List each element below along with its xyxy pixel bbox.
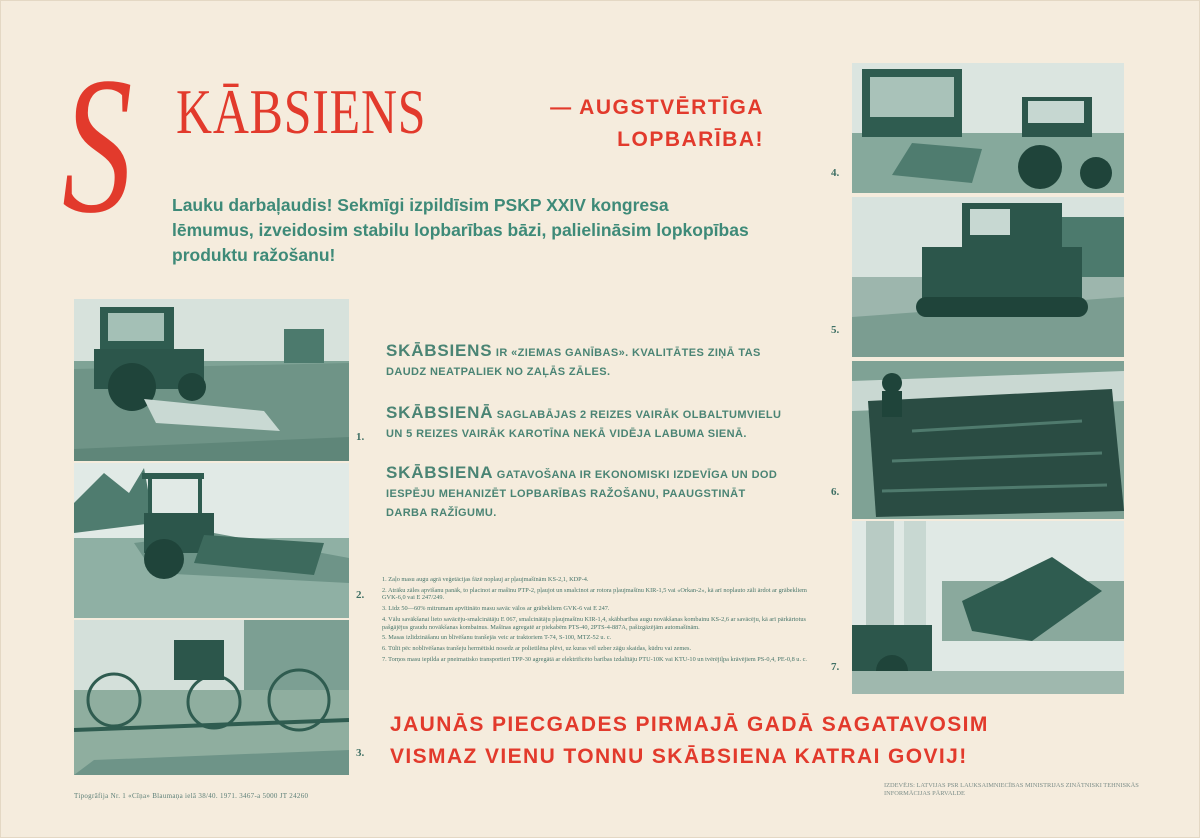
photo-dump-trailer-tower xyxy=(852,521,1124,694)
note-item: 6. Tūlīt pēc noblīvēšanas tranšeju hermētiski nosedz ar polietilēna plēvi, uz kuras vēl uzber zāģu skaidas, kūdru vai zemes. xyxy=(382,645,692,653)
technology-notes xyxy=(382,576,822,667)
statement-economy xyxy=(386,463,786,523)
note-item: 1. Zaļo masu augu agrā veģetācijas fāzē noplauj ar pļaujmašīnām KS-2,1, KDP-4. xyxy=(382,576,589,583)
statement-2-head: SKĀBSIENĀ xyxy=(386,403,494,422)
photo-crawler-tractor xyxy=(852,197,1124,357)
photo-windrower xyxy=(74,463,349,618)
statement-protein xyxy=(386,403,786,444)
note-item: 2. Atrāku zāles apvīšanu panāk, to placinot ar mašīnu PTP-2, pļaujot un smalcinot ar rotora pļaujmašīnu KIR-1,5 vai «Orkan-2», kā arī noplauto zāli ārdot ar grābekliem GVK-6,0 vai E 247/249. xyxy=(382,586,807,602)
statement-winter-pasture xyxy=(386,341,786,382)
subtitle-line-2: LOPBARĪBA! xyxy=(617,128,764,151)
subtitle xyxy=(514,92,764,156)
figure-number-3: 3. xyxy=(356,747,365,759)
photo-silage-trailer-tractor xyxy=(852,63,1124,193)
figure-number-2: 2. xyxy=(356,589,365,601)
title-word xyxy=(176,76,427,147)
title-rest-text: KĀBSIENS xyxy=(176,76,427,147)
statement-3-text: GATAVOŠANA IR EKONOMISKI IZDEVĪGA UN DOD IESPĒJU MEHANIZĒT LOPBARĪBAS RAŽOŠANU, PAAUGSTINĀT DARBA RAŽĪGUMU. xyxy=(386,469,778,519)
bottom-slogan-line-1: JAUNĀS PIECGADES PIRMAJĀ GADĀ SAGATAVOSIM xyxy=(390,713,989,736)
subtitle-line-1: — AUGSTVĒRTĪGA xyxy=(550,96,764,119)
photo-covering-silage-pit xyxy=(852,361,1124,519)
statement-3-head: SKĀBSIENA xyxy=(386,463,494,482)
figure-number-4: 4. xyxy=(831,167,840,179)
call-to-action-slogan: Lauku darbaļaudis! Sekmīgi izpildīsim PSKP XXIV kongresa lēmumus, izveidosim stabilu lopbarības bāzi, palielināsim lopkopības produktu ražošanu! xyxy=(172,195,749,265)
figure-number-5: 5. xyxy=(831,324,840,336)
figure-number-7: 7. xyxy=(831,661,840,673)
publisher-imprint: IZDEVĒJS: LATVIJAS PSR LAUKSAIMNIECĪBAS MINISTRIJAS ZINĀTNISKI TEHNISKĀS INFORMĀCIJAS PĀRVALDE xyxy=(884,782,1139,797)
bottom-slogan xyxy=(390,709,1090,773)
photo-mowing-tractor xyxy=(74,299,349,461)
statement-1-text: IR «ZIEMAS GANĪBAS». KVALITĀTES ZIŅĀ TAS DAUDZ NEATPALIEK NO ZAĻĀS ZĀLES. xyxy=(386,347,761,378)
note-item: 5. Masas izlīdzināšanu un blīvēšanu tranšejās veic ar traktoriem T-74, S-100, MTZ-52 u. c. xyxy=(382,634,612,642)
title-initial: S xyxy=(62,37,133,254)
statement-2-text: SAGLABĀJAS 2 REIZES VAIRĀK OLBALTUMVIELU UN 5 REIZES VAIRĀK KAROTĪNA NEKĀ VIDĒJA LABUMA SIENĀ. xyxy=(386,409,782,440)
statement-1-head: SKĀBSIENS xyxy=(386,341,493,360)
figure-number-6: 6. xyxy=(831,486,840,498)
note-item: 4. Vālu savākšanai lieto savācēju-smalcinātāju E 067, smalcinātāju pļaujmašīnu KIR-1,4, skābbarības augu novākšanas kombainu KS-2,6 ar savācēju, kā arī pārkārtotus pašgājējus graudu novākšanas kombainus. Mašīnas agregatē ar piekabēm PTS-40, 2PTS-4-887A, pašizgāzējām automašīnām. xyxy=(382,616,806,631)
note-item: 3. Līdz 50—60% mitrumam apvītināto masu savāc vālos ar grābekliem GVK-6 vai E 247. xyxy=(382,605,610,613)
bottom-slogan-line-2: VISMAZ VIENU TONNU SKĀBSIENA KATRAI GOVIJ! xyxy=(390,745,968,768)
photo-hay-rake xyxy=(74,620,349,775)
figure-number-1: 1. xyxy=(356,431,365,443)
note-item: 7. Torņos masu iepilda ar pneimatisko transportieri TPP-30 agregātā ar elektrificēto barības izdalītāju PTU-10K vai KTU-10 un tvērējiļpa krāvējiem PS-0,4, PE-0,8 u. c. xyxy=(382,656,807,664)
printer-imprint: Tipogrāfija Nr. 1 «Cīņa» Blaumaņa ielā 38/40. 1971. 3467-a 5000 JT 24260 xyxy=(74,792,309,800)
